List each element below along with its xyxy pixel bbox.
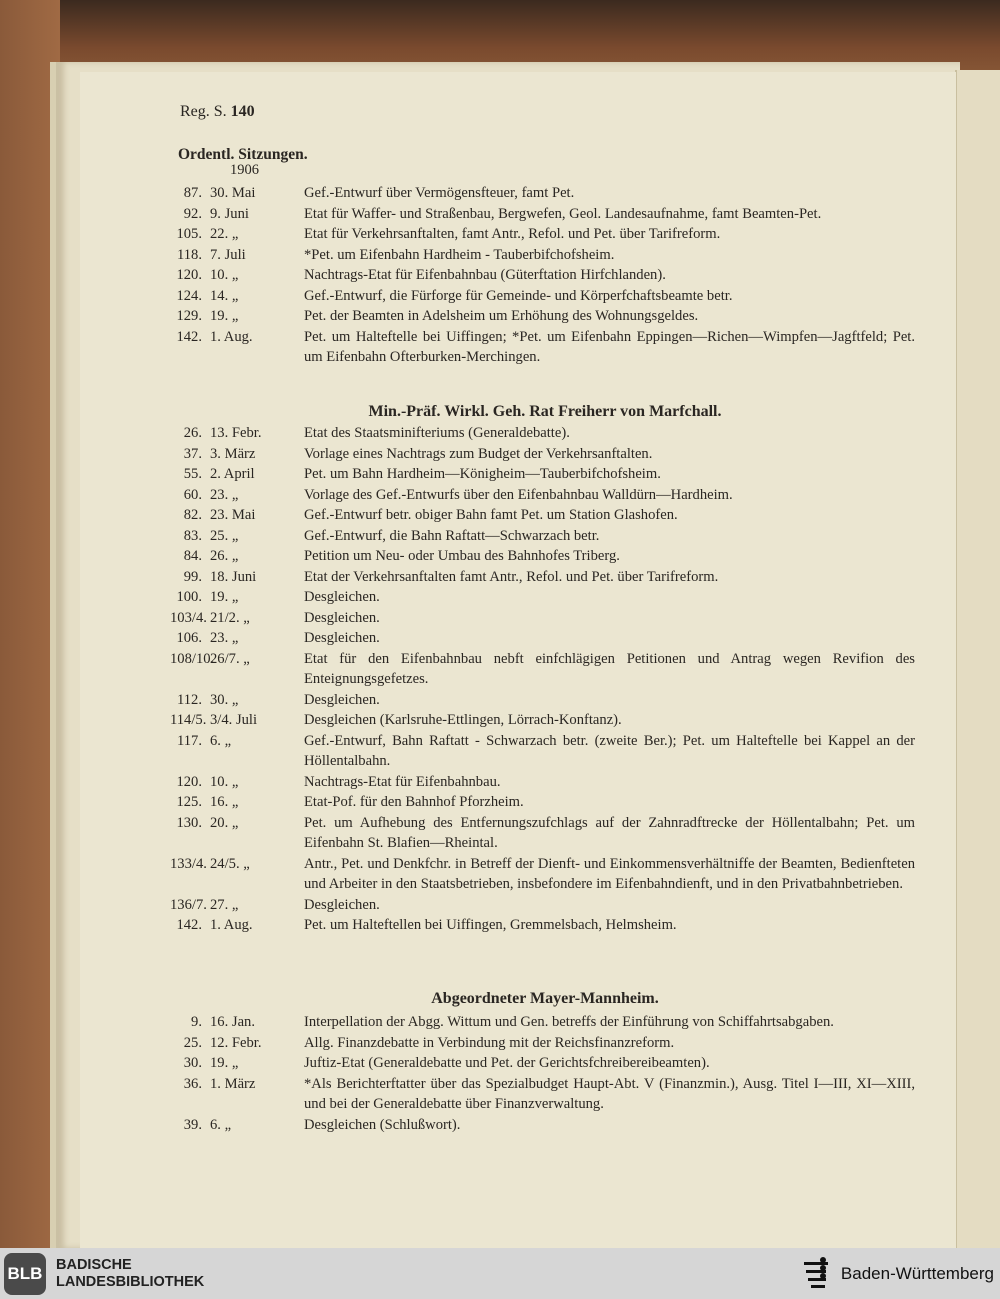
entry-date: 7. Juli xyxy=(210,246,246,263)
entry-row xyxy=(170,587,915,608)
entry-row xyxy=(170,915,915,936)
entry-row xyxy=(170,772,915,793)
entry-row xyxy=(170,1033,915,1054)
entry-row xyxy=(170,1115,915,1136)
entry-date: 13. Febr. xyxy=(210,425,262,441)
entry-number: 100. xyxy=(176,589,202,605)
entry-row xyxy=(170,690,915,711)
entry-number: 108/10. xyxy=(170,650,215,667)
entry-row xyxy=(170,245,915,266)
page-number: 140 xyxy=(230,103,255,120)
entry-row xyxy=(170,444,915,465)
entry-date: 14. „ xyxy=(210,287,239,304)
entry-number: 129. xyxy=(176,308,202,324)
library-line2: LANDESBIBLIOTHEK xyxy=(56,1273,205,1290)
entry-text: Allg. Finanzdebatte in Verbindung mit der Reichsfinanzreform. xyxy=(304,1034,675,1051)
entry-number: 26. xyxy=(183,425,202,441)
entry-number: 120. xyxy=(176,267,202,283)
entry-text: Etat für Verkehrsanftalten, famt Antr., Refol. und Pet. über Tarifreform. xyxy=(304,226,721,242)
entry-number: 99. xyxy=(183,568,202,585)
entry-row xyxy=(170,895,915,916)
entry-date: 22. „ xyxy=(210,226,239,242)
entry-text: Gef.-Entwurf betr. obiger Bahn famt Pet. um Station Glashofen. xyxy=(304,507,678,523)
entry-date: 25. „ xyxy=(210,527,239,544)
entry-date: 23. Mai xyxy=(210,507,256,523)
entry-number: 60. xyxy=(183,486,202,503)
lion-emblem-icon xyxy=(801,1256,831,1292)
entry-date: 10. „ xyxy=(210,267,239,283)
entry-number: 124. xyxy=(176,287,202,304)
entry-text: *Pet. um Eifenbahn Hardheim - Tauberbifchofsheim. xyxy=(304,246,615,263)
entry-row xyxy=(170,224,915,245)
entry-number: 84. xyxy=(183,548,202,564)
entry-number: 125. xyxy=(176,794,202,810)
entry-row xyxy=(170,464,915,485)
entry-date: 10. „ xyxy=(210,773,239,790)
entry-number: 120. xyxy=(176,773,202,790)
entry-text: Gef.-Entwurf, die Bahn Raftatt—Schwarzach betr. xyxy=(304,527,600,544)
entry-date: 30. Mai xyxy=(210,185,256,201)
entry-date: 12. Febr. xyxy=(210,1034,262,1051)
entry-number: 142. xyxy=(176,328,202,345)
entry-text: Pet. um Halteftelle bei Uiffingen; *Pet. um Eifenbahn Eppingen—Richen—Wimpfen—Jagftfeld; Pet. um Eifenbahn Ofterburken-Merchingen. xyxy=(304,328,915,365)
entry-date: 18. Juni xyxy=(210,568,257,585)
entry-number: 37. xyxy=(183,445,202,462)
entry-text: Gef.-Entwurf, die Fürforge für Gemeinde- und Körperfchaftsbeamte betr. xyxy=(304,287,733,304)
footer-bar xyxy=(0,1248,1000,1299)
year: 1906 xyxy=(230,162,259,178)
entry-row xyxy=(170,183,915,204)
entry-number: 142. xyxy=(176,917,202,933)
entry-row xyxy=(170,204,915,225)
entry-text: Etat der Verkehrsanftalten famt Antr., Refol. und Pet. über Tarifreform. xyxy=(304,568,719,585)
entry-number: 133/4. xyxy=(170,855,207,872)
entry-date: 27. „ xyxy=(210,896,239,913)
entry-number: 136/7. xyxy=(170,896,207,913)
entry-list-1 xyxy=(170,183,915,368)
entry-text: Vorlage des Gef.-Entwurfs über den Eifenbahnbau Walldürn—Hardheim. xyxy=(304,486,733,503)
entry-number: 117. xyxy=(177,732,202,749)
entry-number: 25. xyxy=(183,1034,202,1051)
entry-row xyxy=(170,731,915,772)
entry-number: 83. xyxy=(183,527,202,544)
entry-date: 1. März xyxy=(210,1075,256,1092)
entry-row xyxy=(170,710,915,731)
entry-row xyxy=(170,792,915,813)
entry-number: 39. xyxy=(183,1116,202,1133)
entry-date: 19. „ xyxy=(210,589,239,605)
entry-row xyxy=(170,485,915,506)
entry-date: 3. März xyxy=(210,445,256,462)
entry-row xyxy=(170,628,915,649)
entry-row xyxy=(170,854,915,895)
entry-number: 92. xyxy=(183,205,202,222)
entry-row xyxy=(170,1012,915,1033)
entry-number: 36. xyxy=(183,1075,202,1092)
entry-number: 118. xyxy=(177,246,202,263)
entry-row xyxy=(170,1074,915,1115)
entry-row xyxy=(170,567,915,588)
entry-row xyxy=(170,327,915,368)
entry-text: Desgleichen. xyxy=(304,609,380,626)
section-title: Ordentl. Sitzungen. xyxy=(178,146,308,163)
entry-text: Juftiz-Etat (Generaldebatte und Pet. der Gerichtsfchreibereibeamten). xyxy=(304,1055,710,1071)
entry-date: 16. „ xyxy=(210,794,239,810)
entry-row xyxy=(170,526,915,547)
entry-text: Desgleichen (Karlsruhe-Ettlingen, Lörrach-Konftanz). xyxy=(304,712,622,728)
entry-row xyxy=(170,286,915,307)
bw-logo[interactable] xyxy=(801,1248,994,1299)
facing-page-edge xyxy=(955,70,1000,1248)
library-name[interactable] xyxy=(56,1257,204,1291)
entry-date: 9. Juni xyxy=(210,205,249,222)
entry-row xyxy=(170,813,915,854)
entry-text: Gef.-Entwurf über Vermögensfteuer, famt Pet. xyxy=(304,185,575,201)
entry-text: Etat-Pof. für den Bahnhof Pforzheim. xyxy=(304,794,524,810)
entry-row xyxy=(170,423,915,444)
entry-number: 112. xyxy=(177,691,202,708)
entry-date: 23. „ xyxy=(210,630,239,646)
entry-text: Petition um Neu- oder Umbau des Bahnhofes Triberg. xyxy=(304,548,620,564)
entry-text: Desgleichen. xyxy=(304,896,380,913)
entry-number: 130. xyxy=(176,814,202,831)
entry-text: Desgleichen. xyxy=(304,691,380,708)
entry-number: 105. xyxy=(176,226,202,242)
entry-number: 106. xyxy=(176,630,202,646)
entry-text: Etat für Waffer- und Straßenbau, Bergwefen, Geol. Landesaufnahme, famt Beamten-Pet. xyxy=(304,205,822,222)
entry-number: 114/5. xyxy=(170,712,207,728)
section-heading-mayer: Abgeordneter Mayer-Mannheim. xyxy=(431,990,659,1007)
entry-row xyxy=(170,608,915,629)
entry-row xyxy=(170,1053,915,1074)
entry-list-2 xyxy=(170,423,915,936)
entry-date: 26. „ xyxy=(210,548,239,564)
entry-date: 1. Aug. xyxy=(210,917,253,933)
entry-date: 19. „ xyxy=(210,308,239,324)
entry-text: Desgleichen. xyxy=(304,630,380,646)
entry-date: 6. „ xyxy=(210,732,232,749)
entry-number: 87. xyxy=(183,185,202,201)
entry-text: Pet. um Aufhebung des Entfernungszufchlags auf der Zahnradftrecke der Höllentalbahn; Pet. um Eifenbahn St. Blafien—Rheintal. xyxy=(304,814,915,851)
blb-logo[interactable]: BLB xyxy=(4,1253,46,1295)
entry-number: 55. xyxy=(183,466,202,482)
entry-text: Nachtrags-Etat für Eifenbahnbau (Güterftation Hirfchlanden). xyxy=(304,267,666,283)
entry-text: Nachtrags-Etat für Eifenbahnbau. xyxy=(304,773,501,790)
entry-text: Antr., Pet. und Denkfchr. in Betreff der Dienft- und Einkommensverhältniffe der Beamten, Bedienfteten und Arbeiter in den Staatsbetrieben, insbefondere im Eifenbahndienft, und in den Privatbahnbetrieben. xyxy=(304,855,915,892)
entry-row xyxy=(170,649,915,690)
entry-number: 30. xyxy=(183,1055,202,1071)
entry-text: Pet. um Bahn Hardheim—Königheim—Tauberbifchofsheim. xyxy=(304,466,661,482)
entry-date: 19. „ xyxy=(210,1055,239,1071)
entry-date: 2. April xyxy=(210,466,255,482)
entry-date: 26/7. „ xyxy=(210,650,250,667)
entry-text: Etat des Staatsminifteriums (Generaldebatte). xyxy=(304,425,570,441)
page-header xyxy=(180,103,255,121)
entry-text: Etat für den Eifenbahnbau nebft einfchlägigen Petitionen und Antrag wegen Revifion des Enteignungsgefetzes. xyxy=(304,650,915,687)
entry-text: Vorlage eines Nachtrags zum Budget der Verkehrsanftalten. xyxy=(304,445,653,462)
entry-row xyxy=(170,265,915,286)
entry-number: 82. xyxy=(183,507,202,523)
entry-date: 3/4. Juli xyxy=(210,712,258,728)
header-prefix: Reg. S. xyxy=(180,103,227,120)
entry-date: 1. Aug. xyxy=(210,328,253,345)
entry-row xyxy=(170,505,915,526)
entry-row xyxy=(170,546,915,567)
entry-date: 24/5. „ xyxy=(210,855,250,872)
entry-text: Interpellation der Abgg. Wittum und Gen. betreffs der Einführung von Schiffahrtsabgaben. xyxy=(304,1014,834,1030)
entry-row xyxy=(170,306,915,327)
entry-text: Desgleichen (Schlußwort). xyxy=(304,1116,461,1133)
entry-date: 20. „ xyxy=(210,814,239,831)
entry-number: 103/4. xyxy=(170,609,207,626)
entry-text: Gef.-Entwurf, Bahn Raftatt - Schwarzach betr. (zweite Ber.); Pet. um Halteftelle bei Kappel an der Höllentalbahn. xyxy=(304,732,915,769)
entry-list-3 xyxy=(170,1012,915,1135)
entry-text: *Als Berichterftatter über das Spezialbudget Haupt-Abt. V (Finanzmin.), Ausg. Titel I—III, XI—XIII, und bei der Generaldebatte über Finanzverwaltung. xyxy=(304,1075,915,1112)
entry-text: Pet. um Halteftellen bei Uiffingen, Gremmelsbach, Helmsheim. xyxy=(304,917,677,933)
entry-number: 9. xyxy=(191,1014,202,1030)
entry-date: 6. „ xyxy=(210,1116,232,1133)
section-heading-marschall: Min.-Präf. Wirkl. Geh. Rat Freiherr von Marfchall. xyxy=(368,403,722,420)
entry-date: 30. „ xyxy=(210,691,239,708)
library-line1: BADISCHE xyxy=(56,1256,132,1273)
entry-text: Pet. der Beamten in Adelsheim um Erhöhung des Wohnungsgeldes. xyxy=(304,308,699,324)
entry-date: 16. Jan. xyxy=(210,1014,255,1030)
entry-date: 23. „ xyxy=(210,486,239,503)
entry-date: 21/2. „ xyxy=(210,609,250,626)
entry-text: Desgleichen. xyxy=(304,589,380,605)
state-name: Baden-Württemberg xyxy=(840,1263,994,1283)
